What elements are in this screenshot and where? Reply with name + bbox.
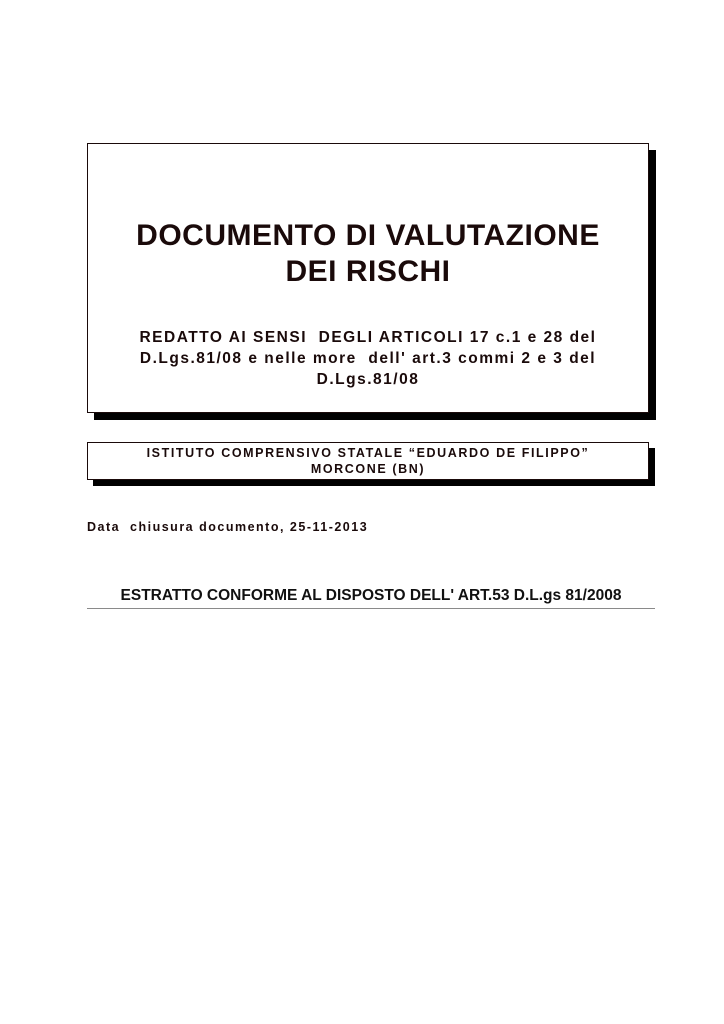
- title-line-1: DOCUMENTO DI VALUTAZIONE: [136, 219, 600, 252]
- document-subtitle: [108, 327, 628, 390]
- extract-statement: ESTRATTO CONFORME AL DISPOSTO DELL' ART.53 D.L.gs 81/2008: [87, 585, 655, 609]
- school-name: ISTITUTO COMPRENSIVO STATALE “EDUARDO DE FILIPPO”: [146, 446, 590, 460]
- document-title: [88, 218, 648, 290]
- document-title-box: [87, 143, 649, 413]
- title-line-2: DEI RISCHI: [285, 255, 451, 288]
- subtitle-line-1: REDATTO AI SENSI DEGLI ARTICOLI 17 c.1 e 28 del: [139, 329, 597, 346]
- subtitle-line-2: D.Lgs.81/08 e nelle more dell' art.3 commi 2 e 3 del: [139, 350, 597, 367]
- school-location: MORCONE (BN): [310, 462, 426, 476]
- subtitle-line-3: D.Lgs.81/08: [316, 371, 420, 388]
- school-name-box: [87, 442, 649, 480]
- document-closing-date: Data chiusura documento, 25-11-2013: [87, 520, 369, 534]
